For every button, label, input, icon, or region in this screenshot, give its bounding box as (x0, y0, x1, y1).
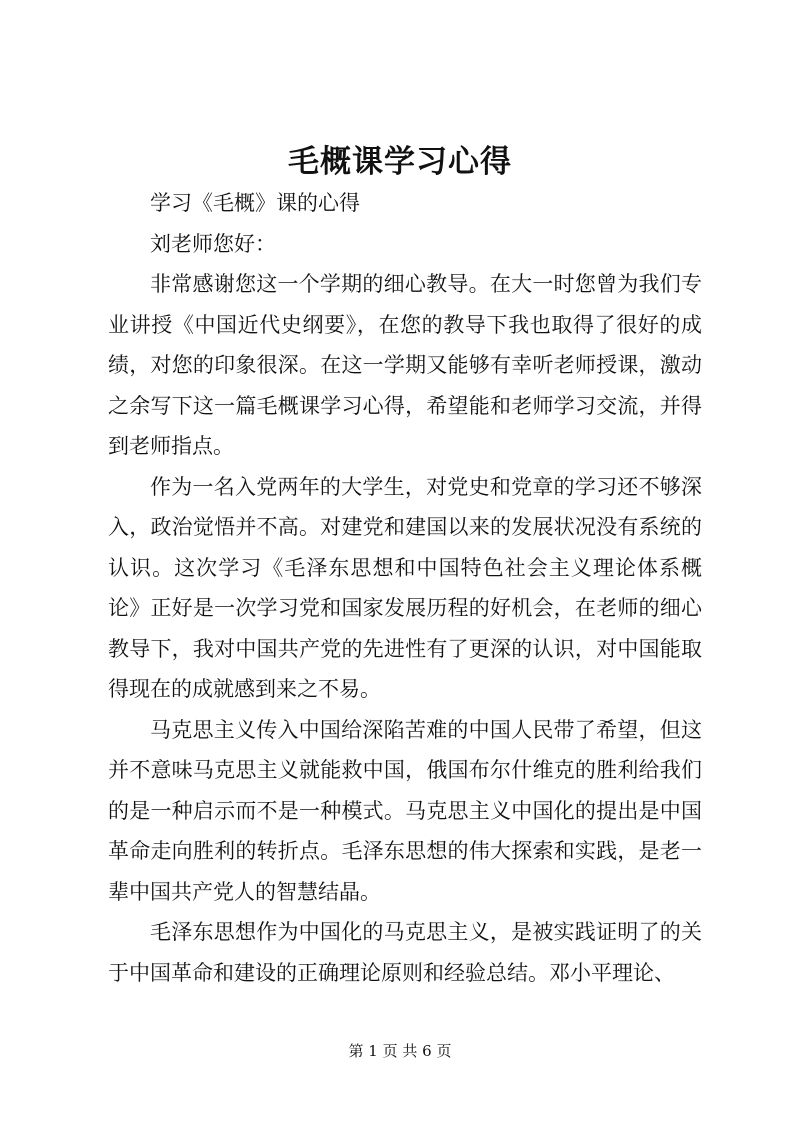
document-title: 毛概课学习心得 (288, 144, 512, 180)
document-body (108, 183, 702, 993)
paragraph-party-study: 作为一名入党两年的大学生，对党史和党章的学习还不够深入，政治觉悟并不高。对建党和建国以来的发展状况没有系统的认识。这次学习《毛泽东思想和中国特色社会主义理论体系概论》正好是一次学习党和国家发展历程的好机会，在老师的细心教导下，我对中国共产党的先进性有了更深的认识，对中国能取得现在的成就感到来之不易。 (108, 474, 702, 701)
paragraph-subtitle: 学习《毛概》课的心得 (150, 191, 360, 215)
paragraph-mao-thought: 毛泽东思想作为中国化的马克思主义，是被实践证明了的关于中国革命和建设的正确理论原则和经验总结。邓小平理论、 (108, 920, 702, 985)
paragraph-thanks: 非常感谢您这一个学期的细心教导。在大一时您曾为我们专业讲授《中国近代史纲要》，在您的教导下我也取得了很好的成绩，对您的印象很深。在这一学期又能够有幸听老师授课，激动之余写下这一篇毛概课学习心得，希望能和老师学习交流，并得到老师指点。 (108, 272, 702, 458)
page-number-footer: 第 1 页 共 6 页 (348, 1042, 452, 1060)
paragraph-marxism: 马克思主义传入中国给深陷苦难的中国人民带了希望，但这并不意味马克思主义就能救中国，俄国布尔什维克的胜利给我们的是一种启示而不是一种模式。马克思主义中国化的提出是中国革命走向胜利的转折点。毛泽东思想的伟大探索和实践，是老一辈中国共产党人的智慧结晶。 (108, 717, 702, 904)
paragraph-greeting: 刘老师您好： (150, 231, 276, 256)
